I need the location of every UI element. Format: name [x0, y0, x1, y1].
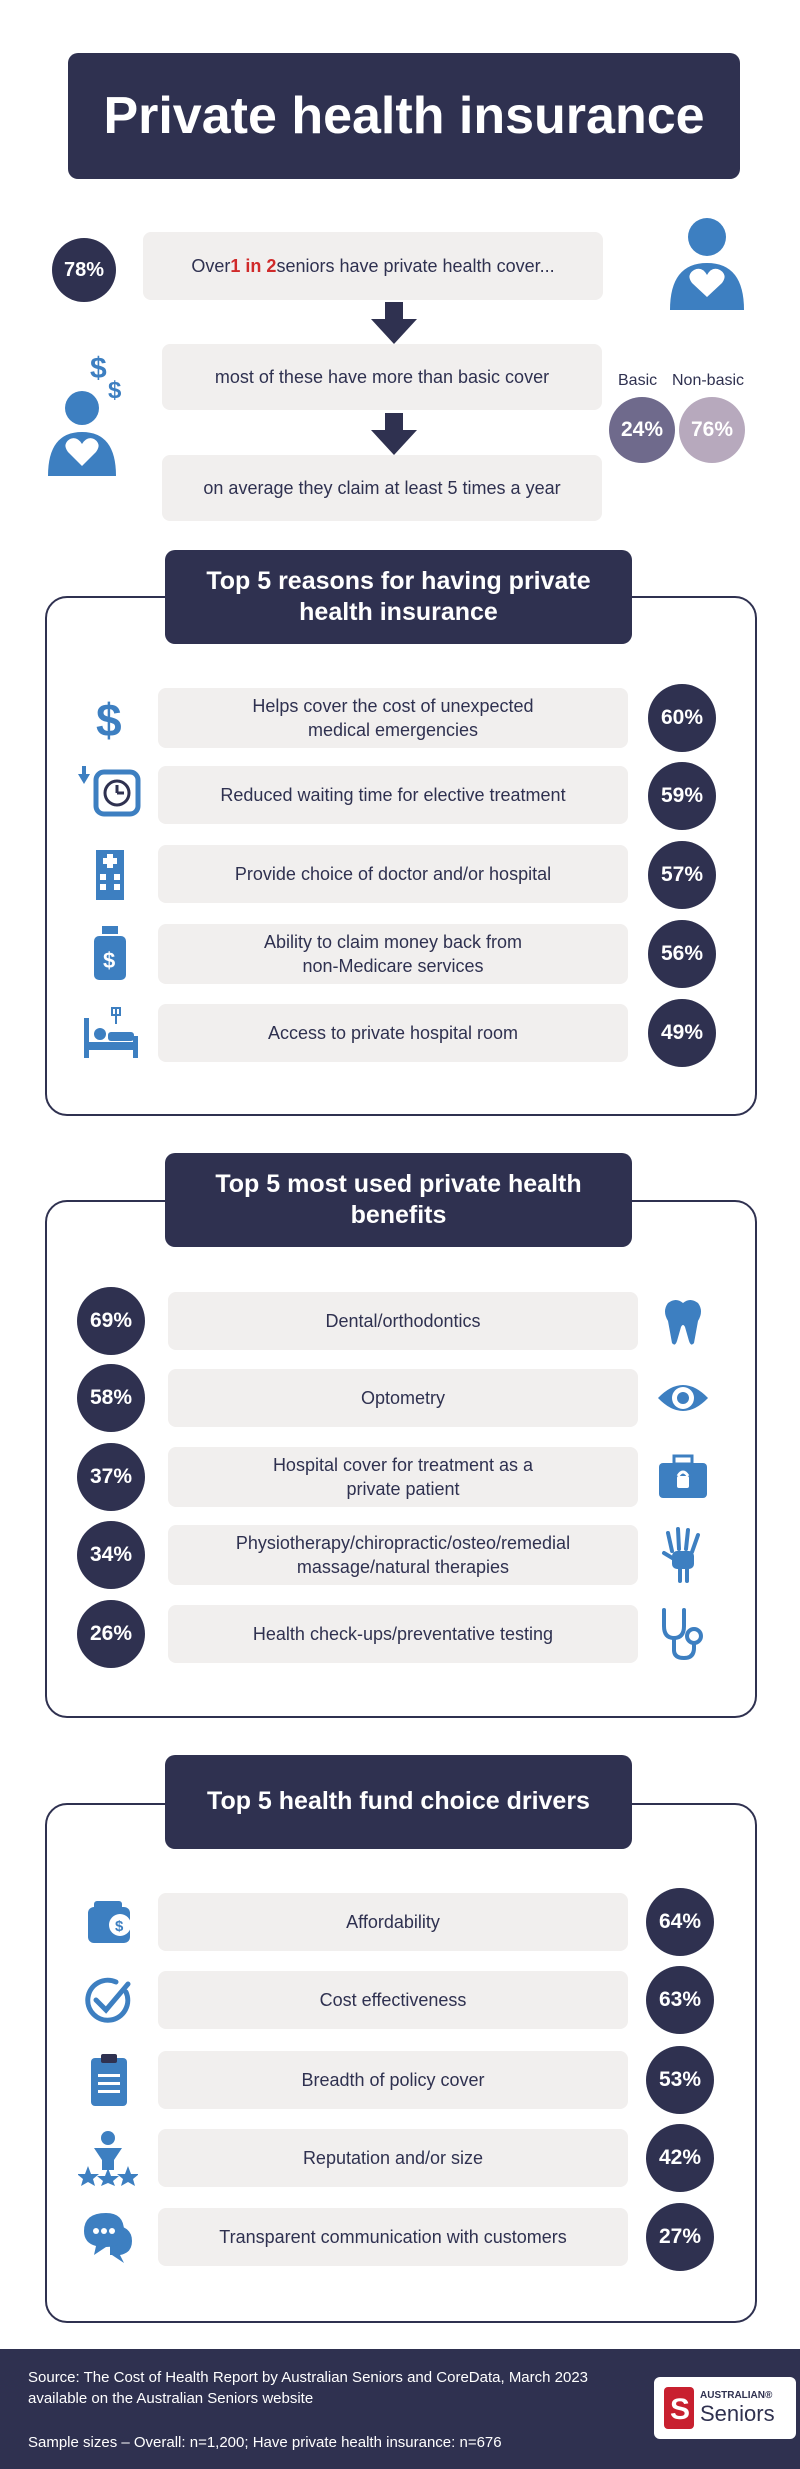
benefits-title-line1: Top 5 most used private health: [215, 1169, 582, 1198]
benefit-3-line1: Hospital cover for treatment as a: [272, 1454, 534, 1475]
intro-line1-prefix: Over: [191, 255, 231, 276]
driver-1-value: 64%: [646, 1888, 714, 1956]
logo-top-text: AUSTRALIAN®: [700, 2389, 773, 2401]
down-arrow-icon: [371, 413, 417, 460]
driver-row-2: Cost effectiveness: [158, 1971, 628, 2029]
benefit-4-line1: Physiotherapy/chiropractic/osteo/remedial: [235, 1532, 571, 1553]
nonbasic-value-circle: 76%: [679, 397, 745, 463]
drivers-title: Top 5 health fund choice drivers: [165, 1755, 632, 1849]
person-heart-icon: [664, 215, 750, 315]
australian-seniors-logo: [654, 2377, 796, 2439]
tooth-icon: [656, 1295, 710, 1349]
reason-5-value: 49%: [648, 999, 716, 1067]
svg-text:$: $: [108, 377, 122, 404]
down-arrow-icon: [371, 302, 417, 349]
reasons-title-line2: health insurance: [299, 598, 498, 626]
medical-bag-icon: [656, 1454, 710, 1500]
reason-1-value: 60%: [648, 684, 716, 752]
basic-value-circle: 24%: [609, 397, 675, 463]
reasons-title: [165, 550, 632, 644]
benefit-3-value: 37%: [77, 1443, 145, 1511]
benefit-row-4: [168, 1525, 638, 1585]
benefit-3-line2: private patient: [346, 1479, 460, 1499]
intro-line1: [143, 232, 603, 300]
stat-78-circle: 78%: [52, 238, 116, 302]
reason-row-1: [158, 688, 628, 748]
driver-5-value: 27%: [646, 2203, 714, 2271]
page-title: Private health insurance: [68, 53, 740, 179]
driver-2-value: 63%: [646, 1966, 714, 2034]
svg-text:S: S: [670, 2393, 691, 2426]
reason-4-line1: Ability to claim money back from: [263, 931, 523, 952]
benefits-title: [165, 1153, 632, 1247]
eye-icon: [654, 1376, 712, 1420]
nonbasic-label: Non-basic: [672, 372, 745, 389]
benefits-title-line2: benefits: [350, 1201, 447, 1229]
intro-line3: on average they claim at least 5 times a year: [162, 455, 602, 521]
dollar-icon: [82, 690, 138, 746]
reason-1-line2: medical emergencies: [307, 720, 479, 740]
driver-row-1: Affordability: [158, 1893, 628, 1951]
svg-text:$: $: [115, 1918, 124, 1935]
clock-icon: [74, 766, 142, 822]
hospital-bed-icon: [80, 1004, 142, 1060]
svg-text:$: $: [90, 352, 107, 385]
driver-4-value: 42%: [646, 2124, 714, 2192]
benefit-row-2: Optometry: [168, 1369, 638, 1427]
reason-4-line2: non-Medicare services: [302, 956, 484, 976]
svg-text:$: $: [103, 948, 116, 973]
logo-bottom-text: Seniors: [700, 2400, 775, 2426]
logo-emblem-icon: [664, 2387, 694, 2429]
benefit-1-value: 69%: [77, 1287, 145, 1355]
driver-row-3: Breadth of policy cover: [158, 2051, 628, 2109]
star-person-icon: [78, 2130, 138, 2186]
reason-3-value: 57%: [648, 841, 716, 909]
reason-row-4: [158, 924, 628, 984]
driver-3-value: 53%: [646, 2046, 714, 2114]
reasons-title-line1: Top 5 reasons for having private: [206, 566, 591, 595]
driver-row-5: Transparent communication with customers: [158, 2208, 628, 2266]
stethoscope-icon: [656, 1606, 710, 1662]
intro-line1-suffix: seniors have private health cover...: [276, 255, 555, 276]
basic-label: Basic: [618, 372, 658, 389]
footer-source-line1: Source: The Cost of Health Report by Australian Seniors and CoreData, March 2023: [28, 2369, 589, 2386]
hospital-icon: [86, 846, 134, 902]
chat-bubbles-icon: [80, 2209, 136, 2263]
reason-4-value: 56%: [648, 920, 716, 988]
benefit-2-value: 58%: [77, 1364, 145, 1432]
clipboard-icon: [88, 2052, 130, 2108]
person-dollar-icon: [44, 348, 134, 484]
footer: [0, 2349, 800, 2469]
benefit-row-5: Health check-ups/preventative testing: [168, 1605, 638, 1663]
benefit-5-value: 26%: [77, 1600, 145, 1668]
benefit-4-line2: massage/natural therapies: [296, 1557, 510, 1577]
wallet-icon: [84, 1897, 138, 1947]
money-bag-icon: [86, 924, 134, 982]
reason-row-5: Access to private hospital room: [158, 1004, 628, 1062]
benefit-row-3: [168, 1447, 638, 1507]
check-circle-icon: [82, 1974, 134, 2026]
footer-samples: Sample sizes – Overall: n=1,200; Have private health insurance: n=676: [28, 2434, 502, 2451]
reason-row-2: Reduced waiting time for elective treatment: [158, 766, 628, 824]
reason-2-value: 59%: [648, 762, 716, 830]
intro-line1-highlight: 1 in 2: [230, 255, 277, 276]
intro-line2: most of these have more than basic cover: [162, 344, 602, 410]
driver-row-4: Reputation and/or size: [158, 2129, 628, 2187]
reason-row-3: Provide choice of doctor and/or hospital: [158, 845, 628, 903]
reason-1-line1: Helps cover the cost of unexpected: [252, 695, 534, 716]
benefit-4-value: 34%: [77, 1521, 145, 1589]
hand-bones-icon: [660, 1527, 706, 1583]
svg-text:$: $: [96, 694, 122, 746]
benefit-row-1: Dental/orthodontics: [168, 1292, 638, 1350]
footer-source-line2: available on the Australian Seniors website: [28, 2390, 314, 2407]
footer-source: [28, 2367, 588, 2409]
